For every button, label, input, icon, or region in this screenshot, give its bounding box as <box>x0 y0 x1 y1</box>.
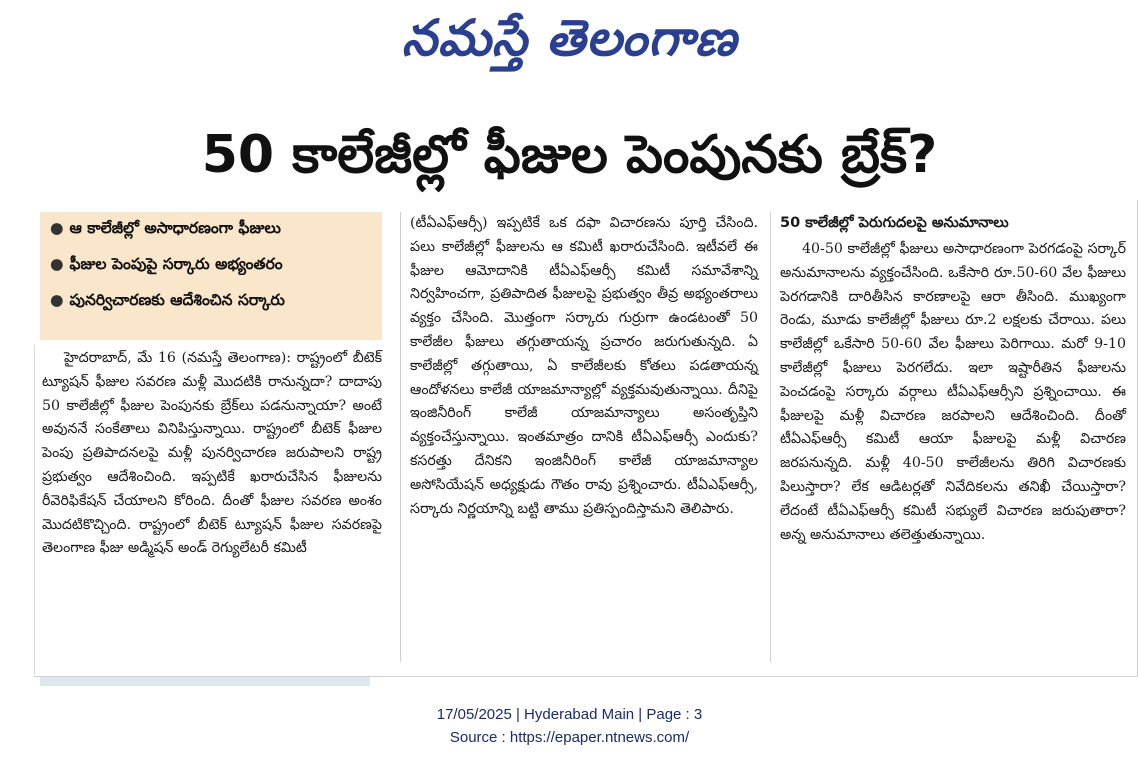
highlight-item: ● ఫీజుల పెంపుపై సర్కారు అభ్యంతరం <box>50 255 283 273</box>
article-column-1 <box>42 347 382 561</box>
highlight-item: ● పునర్విచారణకు ఆదేశించిన సర్కారు <box>50 291 285 309</box>
column-divider <box>400 212 401 662</box>
highlights-box <box>40 212 382 340</box>
newspaper-masthead: నమస్తే తెలంగాణ <box>401 8 738 67</box>
frame-border <box>1137 200 1138 677</box>
bullet-icon: ● <box>50 291 64 309</box>
article-column-3 <box>780 212 1126 547</box>
highlight-item: ● ఆ కాలేజీల్లో అసాధారణంగా ఫీజులు <box>50 219 281 237</box>
frame-border <box>34 676 1138 677</box>
clipping-edge <box>40 676 370 686</box>
article-paragraph: (టీఏఎఫ్‌ఆర్సీ) ఇప్పటికే ఒక దఫా విచారణను పూర్తి చేసింది. పలు కాలేజీల్లో ఫీజులను ఆ కమిటీ ఖరారుచేసింది. ఇటీవలే ఈ ఫీజుల ఆమోదానికి టీఏఎఫ్‌ఆర్సీ కమిటీ సమావేశాన్ని నిర్వహించగా, ప్రతిపాదిత ఫీజులపై ప్రభుత్వం తీవ్ర అభ్యంతరాలు వ్యక్తం చేసింది. మొత్తంగా సర్కారు గుర్రుగా ఉండటంతో 50 కాలేజీల ఫీజులు తగ్గుతాయన్న ప్రచారం జరుగుతున్నది. ఏ కాలేజీల్లో తగ్గుతాయి, ఏ కాలేజీలకు కోతలు పడతాయన్న ఆందోళనలు కాలేజీ యాజమాన్యాల్లో వ్యక్తమవుతున్నాయి. దీనిపై ఇంజినీరింగ్‌ కాలేజీ యాజమాన్యాలు అసంతృప్తిని వ్యక్తంచేస్తున్నాయి. ఇంతమాత్రం దానికి టీఏఎఫ్‌ఆర్సీ ఎందుకు? కసరత్తు దేనికని ఇంజినీరింగ్‌ కాలేజీ యాజమాన్యాల అసోసియేషన్‌ అధ్యక్షుడు గౌతం రావు ప్రశ్నించారు. టీఏఎఫ్‌ఆర్సీ, సర్కారు నిర్ణయాన్ని బట్టి తాము ప్రతిస్పందిస్తామని తెలిపారు. <box>410 215 758 517</box>
bullet-icon: ● <box>50 255 64 273</box>
article-paragraph: 40-50 కాలేజీల్లో ఫీజులు అసాధారణంగా పెరగడంపై సర్కార్‌ అనుమానాలను వ్యక్తంచేసింది. ఒకేసారి రూ.50-60 వేల ఫీజులు పెరగడానికి దారితీసిన కారణాలపై ఆరా తీసింది. ముఖ్యంగా రెండు, మూడు కాలేజీల్లో ఫీజులు రూ.2 లక్షలకు చేరాయి. పలు కాలేజీల్లో ఒకేసారి 50-60 వేల ఫీజులు పెరిగాయి. మరో 9-10 కాలేజీల్లో ఫీజులు పెరగలేదు. ఇలా ఇష్టారీతిన ఫీజులను పెంచడంపై సర్కారు వర్గాలు టీఏఎఫ్‌ఆర్సీని ప్రశ్నించాయి. ఈ ఫీజులపై మళ్లీ విచారణ జరపాలని ఆదేశించింది. దీంతో టీఏఎఫ్‌ఆర్సీ కమిటీ ఆయా ఫీజులపై మళ్లీ విచారణ జరపనున్నది. మళ్లీ 40-50 కాలేజీలను తిరిగి విచారణకు పిలుస్తారా? లేక ఆడిటర్లతో నివేదికలను తనిఖీ చేయిస్తారా? లేదంటే టీఏఎఫ్‌ఆర్సీ కమిటీ సభ్యులే విచారణ జరుపుతారా? అన్న అనుమానాలు తలెత్తుతున్నాయి. <box>780 241 1126 543</box>
column-divider <box>34 345 35 675</box>
section-subheading: 50 కాలేజీల్లో పెరుగుదలపై అనుమానాలు <box>780 215 1009 231</box>
column-divider <box>770 212 771 662</box>
source-link[interactable]: Source : https://epaper.ntnews.com/ <box>449 729 690 746</box>
edition-info: 17/05/2025 | Hyderabad Main | Page : 3 <box>436 706 703 723</box>
article-paragraph: హైదరాబాద్‌, మే 16 (నమస్తే తెలంగాణ): రాష్ట్రంలో బీటెక్‌ ట్యూషన్‌ ఫీజుల సవరణ మళ్లీ మొదటికి రానున్నదా? దాదాపు 50 కాలేజీల్లో ఫీజుల పెంపునకు బ్రేక్‌లు పడనున్నాయా? అంటే అవుననే సంకేతాలు వినిపిస్తున్నాయి. రాష్ట్రంలో బీటెక్‌ ఫీజుల పెంపు ప్రతిపాదనలపై మళ్లీ పునర్విచారణ జరుపాలని రాష్ట్ర ప్రభుత్వం ఆదేశించింది. ఇప్పటికే ఖరారుచేసిన ఫీజులను రీవెరిఫికేషన్‌ చేయాలని కోరింది. దీంతో ఫీజుల సవరణ అంశం మొదటికొచ్చింది. రాష్ట్రంలో బీటెక్‌ ట్యూషన్‌ ఫీజుల సవరణపై తెలంగాణ ఫీజు అడ్మిషన్‌ అండ్‌ రెగ్యులేటరీ కమిటీ <box>42 350 382 557</box>
article-headline: 50 కాలేజీల్లో ఫీజుల పెంపునకు బ్రేక్‌? <box>201 125 938 185</box>
article-column-2 <box>410 212 758 521</box>
bullet-icon: ● <box>50 219 64 237</box>
